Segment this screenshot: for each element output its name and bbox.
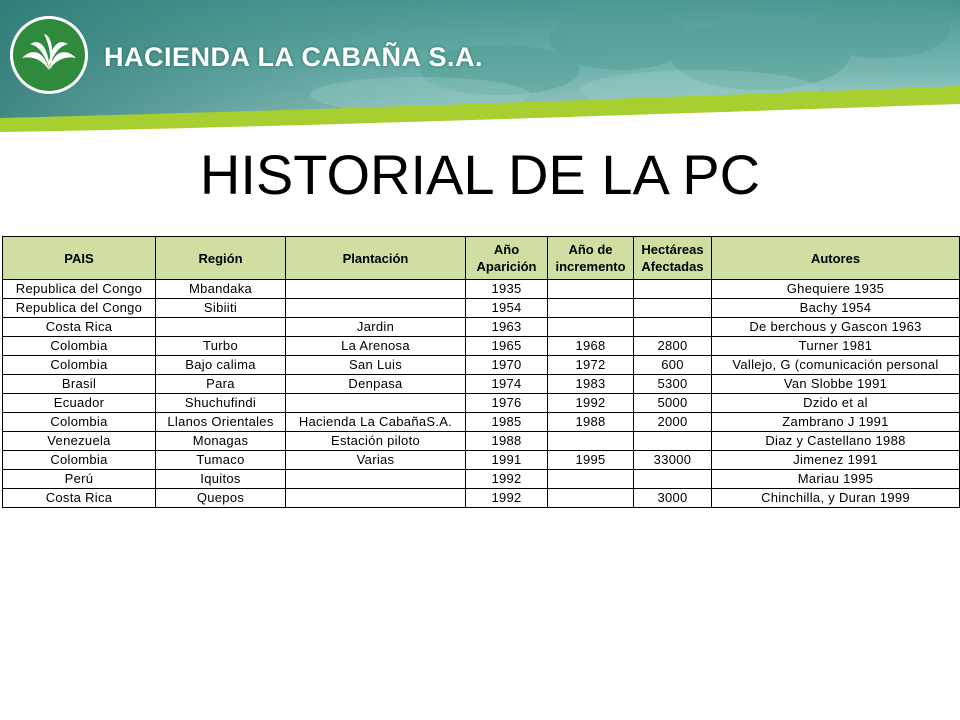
cell-plantacion: Estación piloto [286,432,466,451]
cell-region: Shuchufindi [156,394,286,413]
cell-pais: Republica del Congo [3,299,156,318]
cell-region: Tumaco [156,451,286,470]
cell-plantacion [286,470,466,489]
table-row [3,280,960,299]
cell-region: Quepos [156,489,286,508]
cell-pais: Colombia [3,337,156,356]
cell-pais: Costa Rica [3,489,156,508]
cell-ano-incremento [548,470,634,489]
cell-ano-aparicion: 1976 [466,394,548,413]
cell-ano-aparicion: 1935 [466,280,548,299]
cell-pais: Ecuador [3,394,156,413]
cell-ano-incremento: 1995 [548,451,634,470]
cell-region: Bajo calima [156,356,286,375]
cell-hectareas [634,432,712,451]
cell-region: Sibiiti [156,299,286,318]
cell-hectareas: 5000 [634,394,712,413]
cell-autores: Chinchilla, y Duran 1999 [712,489,960,508]
cell-plantacion: Denpasa [286,375,466,394]
table-row [3,413,960,432]
table-row [3,451,960,470]
table-row [3,337,960,356]
table-row [3,432,960,451]
column-header-plantacion: Plantación [286,237,466,280]
cell-hectareas [634,318,712,337]
cell-pais: Perú [3,470,156,489]
cell-autores: Ghequiere 1935 [712,280,960,299]
cell-pais: Republica del Congo [3,280,156,299]
column-header-pais: PAIS [3,237,156,280]
cell-ano-incremento: 1968 [548,337,634,356]
cell-ano-aparicion: 1963 [466,318,548,337]
page-title: HISTORIAL DE LA PC [199,143,761,206]
cell-autores: Bachy 1954 [712,299,960,318]
table-row [3,318,960,337]
cell-ano-incremento: 1972 [548,356,634,375]
cell-hectareas: 600 [634,356,712,375]
cell-plantacion: La Arenosa [286,337,466,356]
cell-plantacion [286,394,466,413]
cell-ano-aparicion: 1985 [466,413,548,432]
column-header-ano-incremento: Año de incremento [548,237,634,280]
cell-plantacion [286,489,466,508]
palm-leaf-logo-icon [8,14,90,96]
cell-autores: Van Slobbe 1991 [712,375,960,394]
cell-ano-aparicion: 1974 [466,375,548,394]
column-header-hectareas: Hectáreas Afectadas [634,237,712,280]
cell-region: Monagas [156,432,286,451]
cell-plantacion: San Luis [286,356,466,375]
cell-ano-incremento: 1988 [548,413,634,432]
cell-ano-incremento [548,280,634,299]
cell-autores: De berchous y Gascon 1963 [712,318,960,337]
cell-plantacion [286,299,466,318]
column-header-region: Región [156,237,286,280]
cell-hectareas: 33000 [634,451,712,470]
cell-pais: Brasil [3,375,156,394]
header-banner [0,0,960,140]
cell-autores: Dzido et al [712,394,960,413]
cell-pais: Costa Rica [3,318,156,337]
cell-hectareas [634,299,712,318]
cell-autores: Jimenez 1991 [712,451,960,470]
table-row [3,299,960,318]
cell-ano-aparicion: 1991 [466,451,548,470]
cell-autores: Turner 1981 [712,337,960,356]
cell-hectareas [634,280,712,299]
table-row [3,470,960,489]
table-body [3,280,960,508]
cell-pais: Venezuela [3,432,156,451]
cell-region: Llanos Orientales [156,413,286,432]
column-header-autores: Autores [712,237,960,280]
cell-autores: Diaz y Castellano 1988 [712,432,960,451]
cell-pais: Colombia [3,451,156,470]
cell-region [156,318,286,337]
cell-autores: Vallejo, G (comunicación personal [712,356,960,375]
cell-hectareas: 2000 [634,413,712,432]
cell-autores: Mariau 1995 [712,470,960,489]
history-table [2,236,960,508]
cell-ano-incremento [548,432,634,451]
cell-ano-aparicion: 1970 [466,356,548,375]
cell-hectareas [634,470,712,489]
cell-region: Turbo [156,337,286,356]
table-header-row [3,237,960,280]
cell-ano-incremento: 1992 [548,394,634,413]
cell-plantacion: Varias [286,451,466,470]
cell-hectareas: 3000 [634,489,712,508]
cell-ano-incremento [548,299,634,318]
cell-ano-aparicion: 1988 [466,432,548,451]
cell-pais: Colombia [3,413,156,432]
cell-ano-incremento [548,318,634,337]
cell-ano-aparicion: 1965 [466,337,548,356]
cell-ano-aparicion: 1992 [466,470,548,489]
cell-plantacion: Hacienda La CabañaS.A. [286,413,466,432]
cell-region: Iquitos [156,470,286,489]
cell-ano-aparicion: 1992 [466,489,548,508]
cell-ano-aparicion: 1954 [466,299,548,318]
cell-plantacion: Jardin [286,318,466,337]
table-row [3,489,960,508]
cell-ano-incremento: 1983 [548,375,634,394]
cell-pais: Colombia [3,356,156,375]
cell-autores: Zambrano J 1991 [712,413,960,432]
table-row [3,356,960,375]
cell-region: Para [156,375,286,394]
cell-hectareas: 2800 [634,337,712,356]
company-name: HACIENDA LA CABAÑA S.A. [104,42,483,72]
cell-region: Mbandaka [156,280,286,299]
table-row [3,394,960,413]
table-row [3,375,960,394]
cell-ano-incremento [548,489,634,508]
cell-plantacion [286,280,466,299]
column-header-ano-aparicion: Año Aparición [466,237,548,280]
cell-hectareas: 5300 [634,375,712,394]
